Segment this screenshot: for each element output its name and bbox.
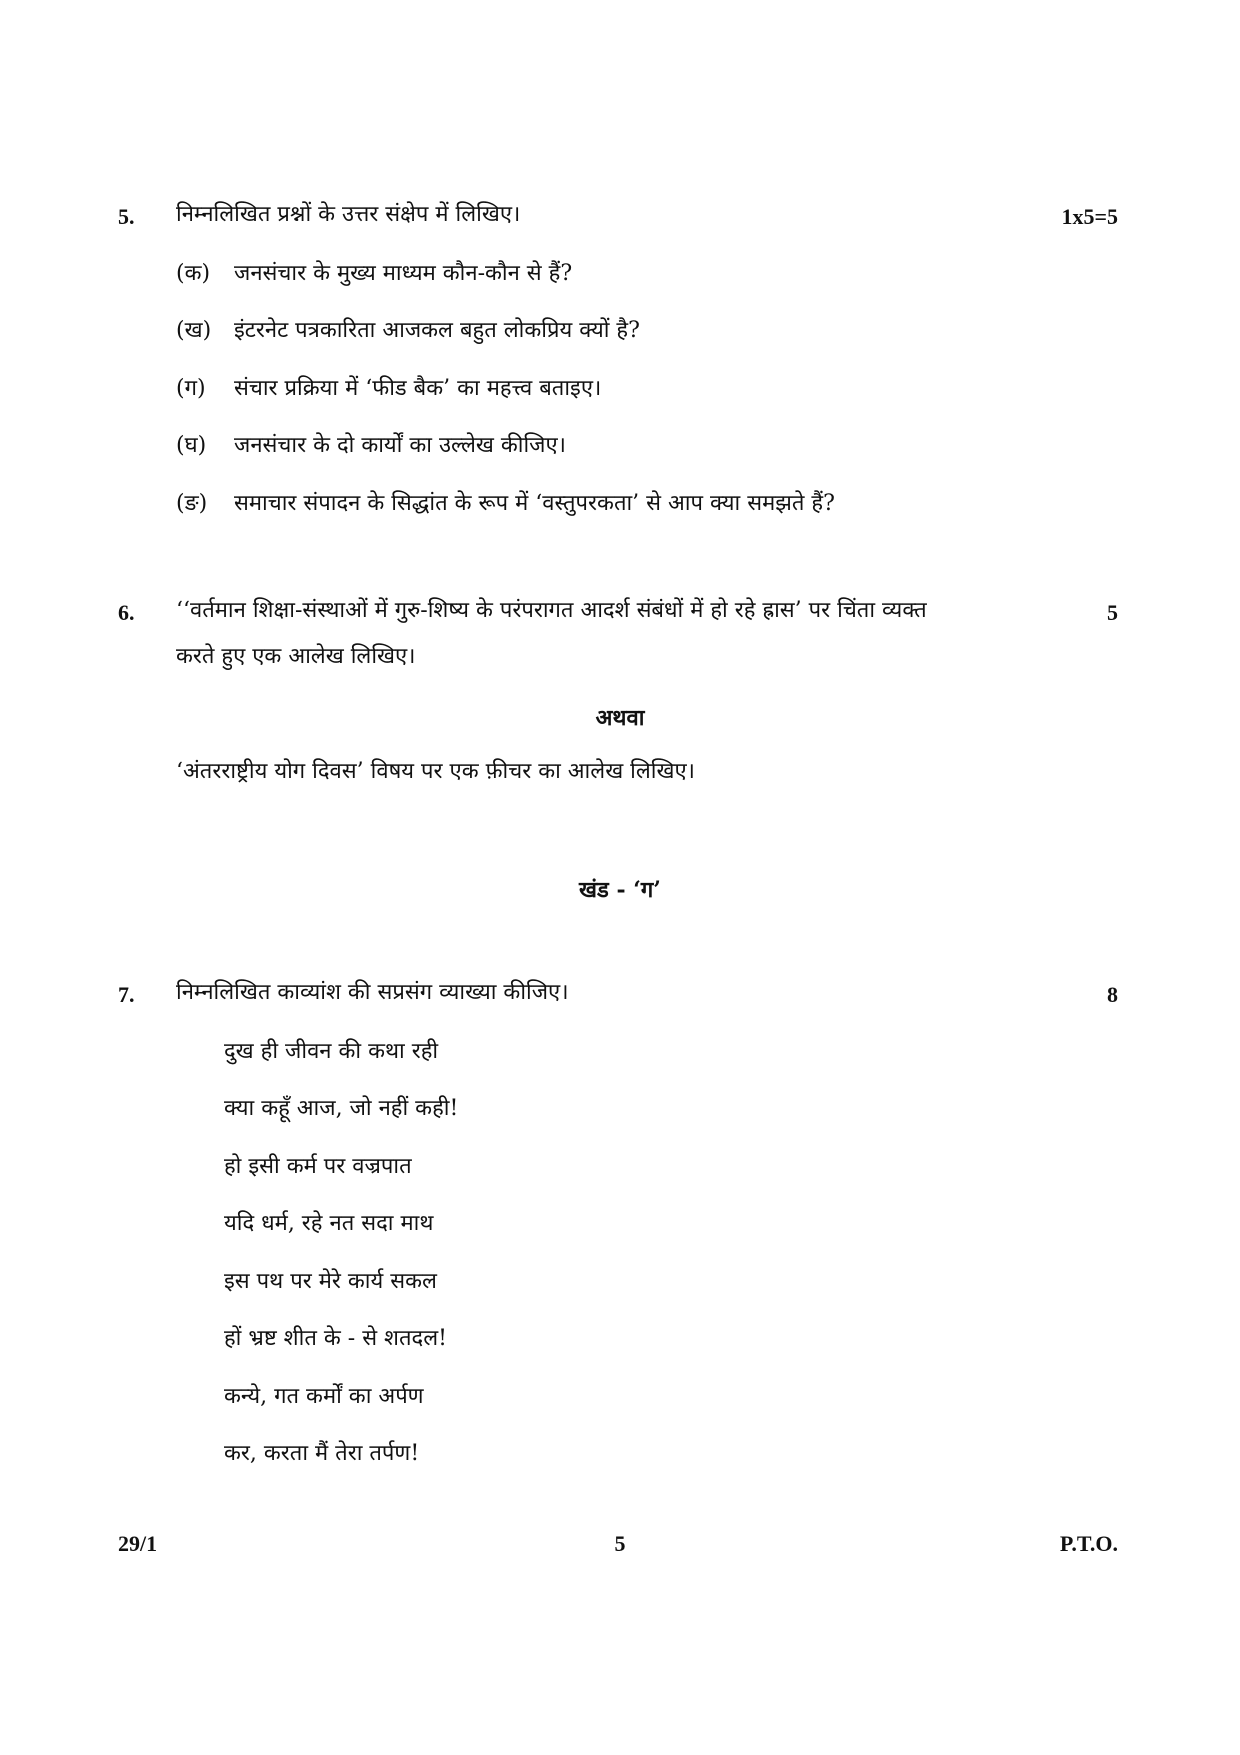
question-6-number: 6. — [118, 600, 135, 625]
part-label: (ग) — [176, 376, 206, 401]
question-5-text: निम्नलिखित प्रश्नों के उत्तर संक्षेप में लिखिए। — [176, 202, 521, 227]
poem-line: हों भ्रष्ट शीत के - से शतदल! — [224, 1326, 447, 1351]
question-5-part-ka — [176, 259, 572, 289]
question-7-number: 7. — [118, 982, 135, 1007]
section-heading: खंड - ‘ग’ — [579, 877, 661, 903]
poem-line: इस पथ पर मेरे कार्य सकल — [224, 1269, 437, 1294]
pto-label: P.T.O. — [1059, 1531, 1118, 1556]
part-text: समाचार संपादन के सिद्धांत के रूप में ‘वस्तुपरकता’ से आप क्या समझते हैं? — [234, 491, 835, 516]
question-7-marks: 8 — [1107, 982, 1118, 1007]
poem-line: क्या कहूँ आज, जो नहीं कही! — [224, 1096, 459, 1121]
question-7-text: निम्नलिखित काव्यांश की सप्रसंग व्याख्या कीजिए। — [176, 980, 569, 1005]
paper-code: 29/1 — [118, 1531, 158, 1556]
part-label: (क) — [176, 261, 211, 286]
poem-line: कन्ये, गत कर्मों का अर्पण — [224, 1384, 424, 1409]
part-label: (घ) — [176, 433, 207, 458]
part-text: इंटरनेट पत्रकारिता आजकल बहुत लोकप्रिय क्यों है? — [234, 318, 640, 343]
part-label: (ङ) — [176, 491, 208, 516]
question-6-alternative: ‘अंतरराष्ट्रीय योग दिवस’ विषय पर एक फ़ीचर का आलेख लिखिए। — [176, 759, 695, 784]
page-number: 5 — [614, 1531, 626, 1556]
question-6-line-1: ‘‘वर्तमान शिक्षा-संस्थाओं में गुरु-शिष्य के परंपरागत आदर्श संबंधों में हो रहे ह्रास’ पर चिंता व्यक्त — [176, 598, 927, 623]
poem-line: हो इसी कर्म पर वज्रपात — [224, 1154, 412, 1179]
question-5-part-gha — [176, 431, 566, 461]
question-5-part-kha — [176, 316, 640, 346]
part-label: (ख) — [176, 318, 212, 343]
or-label: अथवा — [595, 705, 645, 731]
poem-line: कर, करता मैं तेरा तर्पण! — [224, 1441, 420, 1466]
question-5-part-nga — [176, 489, 835, 519]
poem-line: दुख ही जीवन की कथा रही — [224, 1039, 439, 1064]
poem-line: यदि धर्म, रहे नत सदा माथ — [224, 1211, 434, 1236]
part-text: जनसंचार के दो कार्यों का उल्लेख कीजिए। — [234, 433, 566, 458]
part-text: जनसंचार के मुख्य माध्यम कौन-कौन से हैं? — [234, 261, 573, 286]
part-text: संचार प्रक्रिया में ‘फीड बैक’ का महत्त्व बताइए। — [234, 376, 602, 401]
question-6-marks: 5 — [1107, 600, 1118, 625]
question-5-part-ga — [176, 374, 601, 404]
question-5-number: 5. — [118, 204, 135, 229]
question-6-line-2: करते हुए एक आलेख लिखिए। — [176, 644, 416, 669]
question-5-marks: 1x5=5 — [1061, 204, 1118, 229]
